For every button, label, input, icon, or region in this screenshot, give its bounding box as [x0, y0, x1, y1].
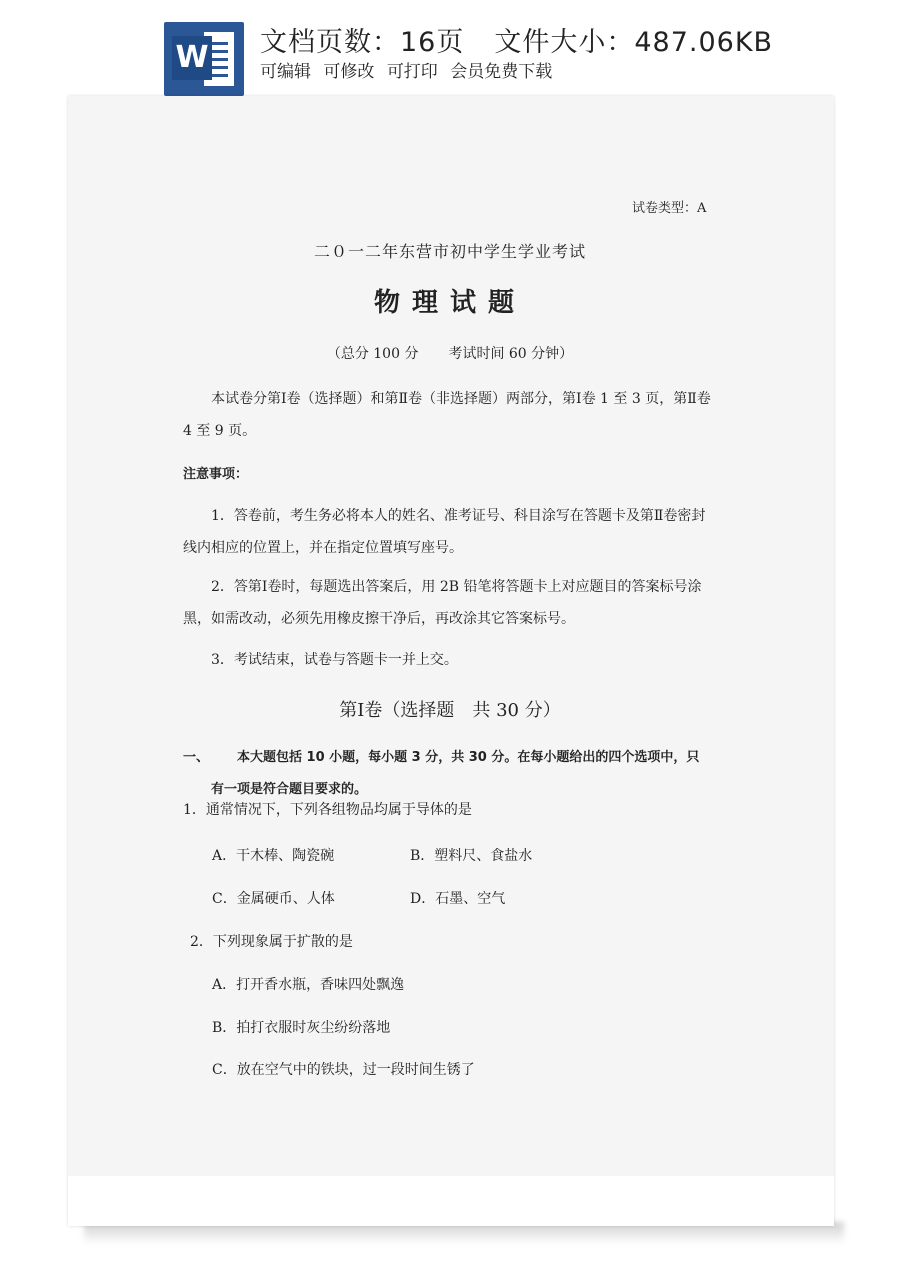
exam-type: 试卷类型：A [632, 201, 707, 216]
section-heading: 第Ⅰ卷（选择题 共 30 分） [339, 700, 561, 721]
question-1-stem: 1．通常情况下，下列各组物品均属于导体的是 [183, 802, 472, 818]
notes-heading: 注意事项： [183, 467, 249, 482]
word-icon [164, 22, 244, 96]
exam-subtitle: 二０一二年东营市初中学生学业考试 [313, 242, 586, 261]
doc-features [260, 57, 559, 82]
word-letter: W [172, 36, 212, 80]
part-instruction [183, 742, 723, 806]
feature-printable: 可打印 [386, 62, 438, 82]
feature-free-download[interactable]: 会员免费下载 [450, 62, 553, 82]
question-1-option-d: D．石墨、空气 [410, 891, 506, 907]
feature-editable: 可编辑 [260, 62, 311, 82]
question-1-option-c: C．金属硬币、人体 [212, 891, 335, 907]
question-2-option-a: A．打开香水瓶，香味四处飘逸 [212, 977, 405, 993]
score-info: （总分 100 分 [326, 346, 419, 362]
exam-title: 物理试题 [373, 288, 526, 318]
part-instruction-line-1: 本大题包括 10 小题，每小题 3 分，共 30 分。在每小题给出的四个选项中，只 [237, 750, 700, 765]
page-bottom-margin [68, 1176, 834, 1226]
question-2-option-c: C．放在空气中的铁块，过一段时间生锈了 [212, 1062, 475, 1078]
question-1-option-b: B．塑料尺、食盐水 [410, 848, 533, 864]
question-2-option-b: B．拍打衣服时灰尘纷纷落地 [212, 1020, 391, 1036]
file-size: 文件大小：487.06KB [494, 27, 774, 58]
doc-meta-title [260, 20, 773, 59]
part-instruction-line-2: 有一项是符合题目要求的。 [211, 782, 368, 797]
page-count: 文档页数：16页 [260, 27, 465, 58]
intro-paragraph: 本试卷分第Ⅰ卷（选择题）和第Ⅱ卷（非选择题）两部分，第Ⅰ卷 1 至 3 页，第Ⅱ卷 4 至 9 页。 [183, 391, 711, 439]
question-1-option-a: A．干木棒、陶瓷碗 [212, 848, 335, 864]
feature-modifiable: 可修改 [323, 62, 375, 82]
part-number: 一、 [183, 750, 210, 765]
time-info: 考试时间 60 分钟） [448, 346, 574, 362]
question-2-stem: 2．下列现象属于扩散的是 [190, 934, 353, 950]
note-item-1: 1．答卷前，考生务必将本人的姓名、准考证号、科目涂写在答题卡及第Ⅱ卷密封线内相应的位置上，并在指定位置填写座号。 [183, 508, 706, 556]
note-item-3: 3．考试结束，试卷与答题卡一并上交。 [211, 652, 458, 668]
exam-info [0, 343, 900, 363]
note-item-2: 2．答第Ⅰ卷时，每题选出答案后，用 2B 铅笔将答题卡上对应题目的答案标号涂黑，如需改动，必须先用橡皮擦干净后，再改涂其它答案标号。 [183, 579, 702, 627]
